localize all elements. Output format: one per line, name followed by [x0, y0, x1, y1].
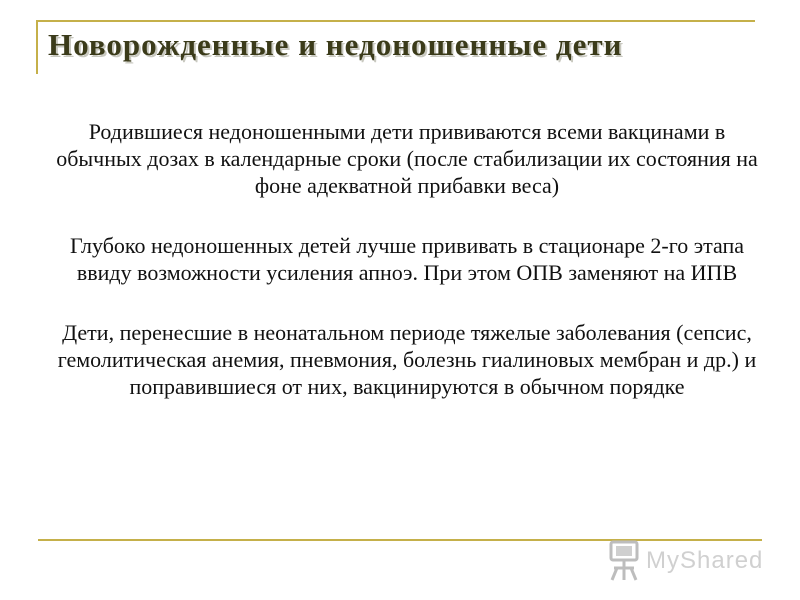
paragraph-preterm-vaccination: Родившиеся недоношенными дети прививаются всеми вакцинами в обычных дозах в календарные сроки (после стабилизации их состояния на фоне адекватной прибавки веса) — [56, 119, 758, 198]
slide-title: Новорожденные и недоношенные дети — [48, 27, 623, 62]
paragraph-neonatal-diseases: Дети, перенесшие в неонатальном периоде тяжелые заболевания (сепсис, гемолитическая анемия, пневмония, болезнь гиалиновых мембран и др.) и поправившиеся от них, вакцинируются в обычном порядке — [57, 320, 757, 399]
title-left-rule — [36, 20, 38, 74]
myshared-logo-icon — [606, 540, 642, 582]
watermark-text: MyShared — [646, 547, 764, 574]
top-rule — [38, 20, 755, 22]
slide-body — [48, 118, 766, 433]
paragraph-deeply-preterm: Глубоко недоношенных детей лучше прививать в стационаре 2-го этапа ввиду возможности усиления апноэ. При этом ОПВ заменяют на ИПВ — [69, 233, 745, 285]
watermark-logo — [606, 536, 766, 586]
